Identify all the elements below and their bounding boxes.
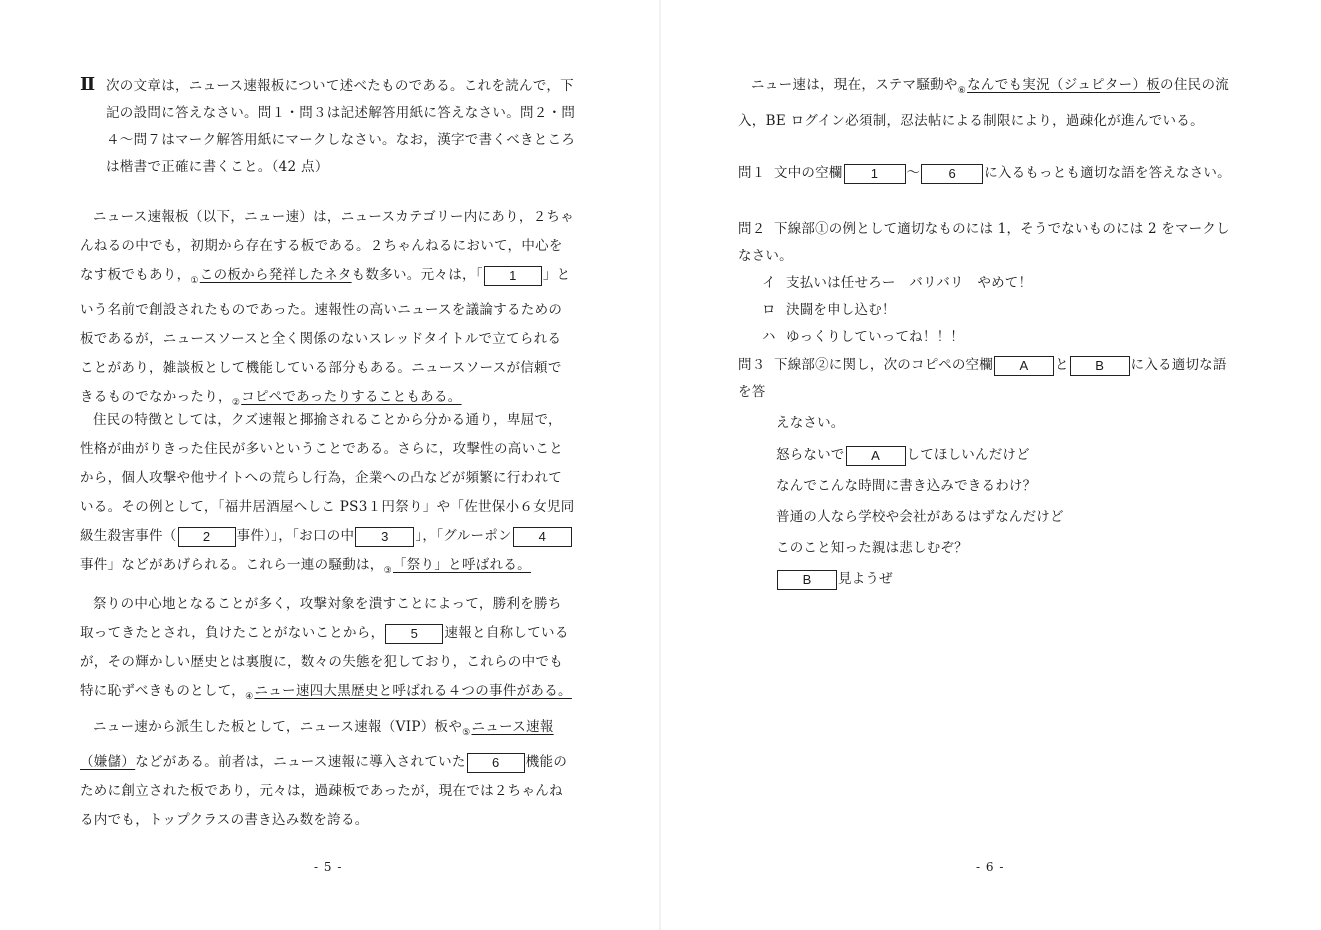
- copipe-line-2: なんでこんな時間に書き込みできるわけ？: [776, 478, 1037, 494]
- text: に入る適切な語を答: [738, 357, 1227, 400]
- section-instructions: 次の文章は，ニュース速報板について述べたものである。これを読んで，下記の設問に答えなさい。問１・問３は記述解答用紙に答えなさい。問２・問４〜問７はマーク解答用紙にマークしなさい。なお，漢字で書くべきところは楷書で正確に書くこと。（42 点）: [106, 78, 576, 175]
- text: 下線部②に関し，次のコピペの空欄: [774, 357, 993, 373]
- question-label: 問２: [738, 221, 766, 237]
- text: も数多い。元々は，「: [351, 267, 483, 283]
- paragraph-2: [80, 406, 575, 586]
- page-number: - 5 -: [314, 860, 343, 874]
- option-text: 決闘を申し込む！: [786, 302, 896, 318]
- text: ニュー速から派生した板として，ニュース速報（VIP）板や: [93, 719, 463, 735]
- text: ニュース速報板（以下，ニュー速）は，ニュースカテゴリー内にあり，２ちゃんねるの中でも，初期から存在する板である。２ちゃんねるにおいて，中心をなす板でもあり，: [80, 209, 575, 283]
- underlined-phrase-3: 「祭り」と呼ばれる。: [392, 557, 531, 573]
- copipe-line-5: [738, 564, 1238, 595]
- blank-box-3: 3: [355, 527, 414, 547]
- text: 事件）」，「お口の中: [236, 528, 355, 544]
- blank-box-range-end: 6: [921, 164, 983, 184]
- text: の住民の流入，BE ログイン必須制，忍法帖による制限により，過疎化が進んでいる。: [738, 77, 1230, 129]
- underlined-phrase-6: なんでも実況（ジュピター）板: [967, 77, 1161, 93]
- paragraph-continuation: [738, 70, 1238, 136]
- text: 怒らないで: [776, 447, 845, 463]
- option-text: 支払いは任せろー バリバリ やめて！: [786, 275, 1033, 291]
- option-i: [738, 270, 1238, 297]
- text: 」という名前で創設されたものであった。速報性の高いニュースを議論するための板であるが，ニュースソースと全く関係のないスレッドタイトルで立てられることがあり，雑談板として機能している部分もある。ニュースソースが信頼できるものでなかったり，: [80, 267, 571, 405]
- underlined-phrase-4: ニュー速四大黒歴史と呼ばれる４つの事件がある。: [254, 683, 572, 699]
- blank-box-4: 4: [513, 527, 572, 547]
- text: 下線部①の例として適切なものには 1，そうでないものには 2 をマークしなさい。: [738, 221, 1230, 264]
- option-text: ゆっくりしていってね！！！: [786, 329, 964, 345]
- copipe-line-4: このこと知った親は悲しむぞ？: [776, 540, 968, 556]
- underline-marker-6: ⑥: [957, 86, 967, 96]
- paragraph-1: [80, 203, 575, 418]
- blank-box-2: 2: [178, 527, 236, 547]
- underline-marker-4: ④: [245, 692, 254, 702]
- section-mark: Ⅱ: [80, 74, 95, 95]
- option-key: イ: [762, 275, 776, 291]
- blank-box-a-inline: A: [846, 446, 906, 466]
- blank-box-range-start: 1: [844, 164, 906, 184]
- blank-box-5: 5: [385, 624, 443, 644]
- copipe-line-1: [738, 440, 1238, 471]
- paragraph-4: [80, 713, 575, 835]
- question-1: [738, 160, 1238, 187]
- text: 〜: [906, 165, 921, 181]
- text: に入るもっとも適切な語を答えなさい。: [984, 165, 1231, 181]
- blank-box-b: B: [1070, 356, 1130, 376]
- blank-box-a: A: [994, 356, 1054, 376]
- underline-marker-1: ①: [190, 276, 199, 286]
- blank-box-b-inline: B: [777, 570, 837, 590]
- text: 祭りの中心地となることが多く，攻撃対象を潰すことによって，勝利を勝ち取ってきたとされ，負けたことがないことから，: [80, 596, 562, 641]
- blank-box-6: 6: [467, 753, 525, 773]
- text: 住民の特徴としては，クズ速報と揶揄されることから分かる通り，卑屈で，性格が曲がりきった住民が多いということである。さらに，攻撃性の高いことから，個人攻撃や他サイトへの荒らし行為，企業への凸などが頻繁に行われている。その例として，「福井居酒屋へしこ PS3１円祭り」や「佐世保小６女児同級生殺害事件（: [80, 412, 575, 544]
- page-6: [660, 0, 1321, 930]
- page-number: - 6 -: [976, 860, 1005, 874]
- underlined-phrase-5: ニュース速報（嫌儲）: [80, 719, 554, 770]
- text: 見ようぜ: [838, 571, 893, 587]
- option-key: ハ: [762, 329, 776, 345]
- text: ニュー速は，現在，ステマ騒動や: [751, 77, 958, 93]
- blank-box-1: 1: [484, 266, 542, 286]
- question-continuation: えなさい。: [776, 415, 845, 431]
- text: 」，「グルーポン: [415, 528, 512, 544]
- text: 事件」などがあげられる。これら一連の騒動は，: [80, 557, 384, 573]
- option-ro: [738, 297, 1238, 324]
- copipe-line-3: 普通の人なら学校や会社があるはずなんだけど: [776, 509, 1064, 525]
- text: 文中の空欄: [774, 165, 843, 181]
- question-label: 問１: [738, 165, 766, 181]
- underline-marker-2: ②: [231, 398, 241, 408]
- question-2: [738, 216, 1238, 351]
- underlined-phrase-2: コピペであったりすることもある。: [241, 389, 462, 405]
- question-label: 問３: [738, 357, 766, 373]
- underline-marker-3: ③: [383, 566, 392, 576]
- text: 速報と自称しているが，その輝かしい歴史とは裏腹に，数々の失態を犯しており，これらの中でも特に恥ずべきものとして，: [80, 625, 569, 699]
- page-5: [0, 0, 660, 930]
- option-ha: [738, 324, 1238, 351]
- text: 機能のために創立された板であり，元々は，過疎板であったが，現在では２ちゃんねる内でも，トップクラスの書き込み数を誇る。: [80, 754, 568, 828]
- text: してほしいんだけど: [906, 447, 1030, 463]
- underlined-phrase-1: この板から発祥したネタ: [199, 267, 352, 283]
- option-key: ロ: [762, 302, 776, 318]
- paragraph-3: [80, 590, 575, 712]
- text: などがある。前者は，ニュース速報に導入されていた: [135, 754, 466, 770]
- underline-marker-5: ⑤: [462, 728, 471, 738]
- question-3: [738, 352, 1238, 595]
- text: と: [1054, 357, 1069, 373]
